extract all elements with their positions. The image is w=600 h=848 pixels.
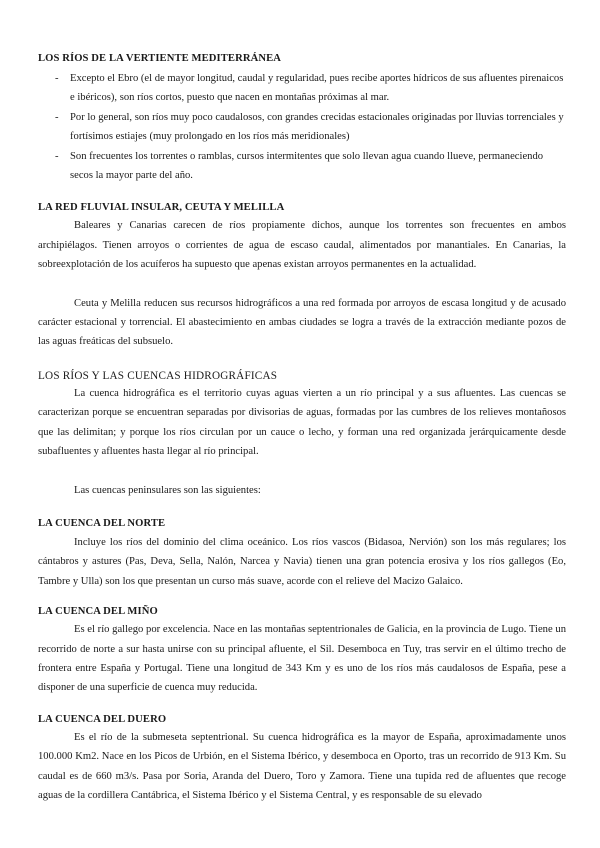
section-heading: LA CUENCA DEL DUERO: [38, 713, 167, 725]
paragraph: Es el río gallego por excelencia. Nace en las montañas septentrionales de Galicia, en la provincia de Lugo. Tiene un recorrido de norte a sur hasta unirse con su principal afluente, el Sil. Desemboca en Tuy, tras servir en el último trecho de frontera entre España y Portugal. Tiene una longitud de 343 Km y es uno de los ríos más caudalosos de España, pese a disponer de una superficie de cuenca muy reducida.: [38, 624, 566, 694]
paragraph: Las cuencas peninsulares son las siguientes:: [74, 484, 261, 496]
section-heading: LOS RÍOS DE LA VERTIENTE MEDITERRÁNEA: [38, 53, 282, 64]
paragraph: Ceuta y Melilla reducen sus recursos hidrográficos a una red formada por arroyos de escasa longitud y de acusado carácter estacional y torrencial. El abastecimiento en ambas ciudades se logra a través de la extracción mediante pozos de las aguas freáticas del subsuelo.: [38, 297, 566, 348]
list-item-text: Por lo general, son ríos muy poco caudalosos, con grandes crecidas estacionales originadas por lluvias torrenciales y fortísimos estiajes (muy prolongado en los ríos más meridionales): [70, 111, 564, 143]
dash-bullet-icon: -: [55, 150, 59, 162]
list-item: [38, 108, 566, 147]
section-insular-network: [38, 201, 566, 351]
section-mino-basin: [38, 605, 566, 698]
section-heading: LA CUENCA DEL MIÑO: [38, 606, 158, 618]
section-heading: LOS RÍOS Y LAS CUENCAS HIDROGRÁFICAS: [38, 369, 278, 382]
bullet-list: [38, 69, 566, 185]
paragraph: Es el río de la submeseta septentrional. Su cuenca hidrográfica es la mayor de España, aproximadamente unos 100.000 Km2. Nace en los Picos de Urbión, en el Sistema Ibérico, y desemboca en Oporto, tras un recorrido de 913 Km. Su caudal es de 660 m3/s. Pasa por Soria, Aranda del Duero, Toro y Zamora. Tiene una tupida red de afluentes que recoge aguas de la cordillera Cantábrica, el Sistema Ibérico y el Sistema Central, y es responsable de su elevado: [38, 731, 566, 801]
paragraph: La cuenca hidrográfica es el territorio cuyas aguas vierten a un río principal y a sus afluentes. Las cuencas se caracterizan porque se encuentran separadas por divisorias de aguas, formadas por las cumbres de los relieves montañosos que las delimitan; y porque los ríos circulan por un cauce o lecho, y forman una red organizada jerárquicamente desde subafluentes y afluentes hasta llegar al río principal.: [38, 387, 566, 458]
paragraph: Baleares y Canarias carecen de ríos propiamente dichos, aunque los torrentes son frecuentes en ambos archipiélagos. Tienen arroyos o corrientes de agua de escaso caudal, alimentados por manantiales. En Canarias, la sobreexplotación de los acuíferos ha supuesto que apenas existan arroyos permanentes en la actualidad.: [38, 220, 566, 271]
section-north-basin: [38, 517, 566, 591]
section-rivers-and-basins: [38, 369, 566, 500]
list-item: [38, 69, 566, 108]
dash-bullet-icon: -: [55, 111, 59, 123]
section-duero-basin: [38, 713, 566, 806]
section-mediterranean-rivers: [38, 52, 566, 185]
list-item-text: Son frecuentes los torrentes o ramblas, cursos intermitentes que solo llevan agua cuando llueve, permaneciendo secos la mayor parte del año.: [70, 150, 544, 182]
list-item-text: Excepto el Ebro (el de mayor longitud, caudal y regularidad, pues recibe aportes hídricos de sus afluentes pirenaicos e ibéricos), son ríos cortos, puesto que nacen en montañas próximas al mar.: [70, 73, 564, 104]
list-item: [38, 147, 566, 186]
section-heading: LA CUENCA DEL NORTE: [38, 517, 166, 529]
section-heading: LA RED FLUVIAL INSULAR, CEUTA Y MELILLA: [38, 202, 285, 214]
paragraph: Incluye los ríos del dominio del clima oceánico. Los ríos vascos (Bidasoa, Nervión) son los más regulares; los cántabros y astures (Pas, Deva, Sella, Nalón, Narcea y Navia) tienen una gran potencia erosiva y los ríos gallegos (Eo, Tambre y Ulla) son los que presentan un curso más suave, acorde con el relieve del Macizo Galaico.: [38, 536, 566, 587]
document-page: [38, 52, 566, 805]
dash-bullet-icon: -: [55, 73, 59, 84]
